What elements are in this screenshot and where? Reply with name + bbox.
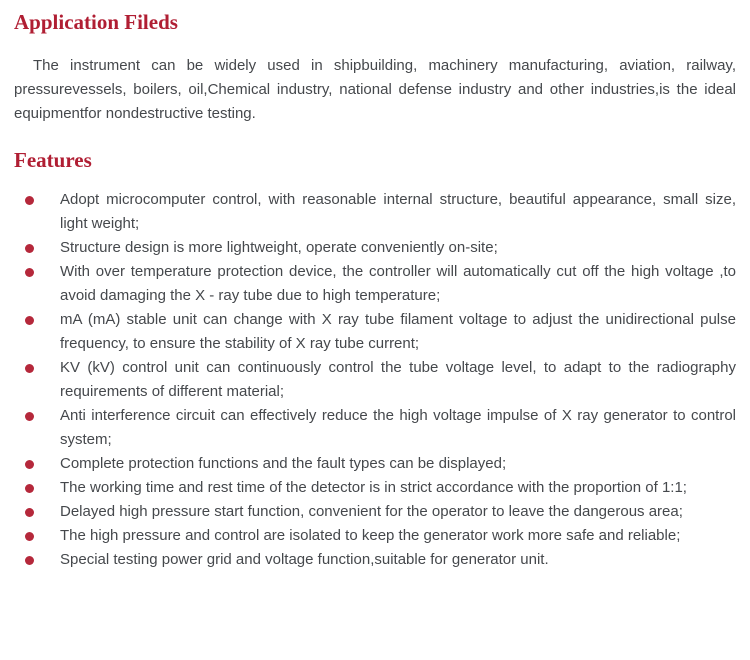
feature-item: [14, 236, 736, 260]
features-heading: Features: [14, 148, 92, 172]
feature-item: [14, 188, 736, 236]
bullet-icon: [25, 196, 34, 205]
feature-item: [14, 356, 736, 404]
bullet-icon: [25, 244, 34, 253]
feature-item: [14, 524, 736, 548]
feature-item-text: Structure design is more lightweight, operate conveniently on-site;: [60, 239, 498, 256]
bullet-icon: [25, 316, 34, 325]
feature-item: [14, 500, 736, 524]
feature-item-text: Delayed high pressure start function, convenient for the operator to leave the dangerous area;: [60, 503, 683, 520]
feature-item-text: Anti interference circuit can effectively reduce the high voltage impulse of X ray generator to control system;: [60, 407, 736, 448]
feature-item: [14, 260, 736, 308]
feature-item-text: The working time and rest time of the detector is in strict accordance with the proportion of 1:1;: [60, 479, 687, 496]
feature-item-text: Special testing power grid and voltage function,suitable for generator unit.: [60, 551, 549, 568]
application-fields-heading: Application Fileds: [14, 10, 178, 34]
application-fields-paragraph: The instrument can be widely used in shipbuilding, machinery manufacturing, aviation, railway, pressurevessels, boilers, oil,Chemical industry, national defense industry and other industries,is the ideal equipmentfor nondestructive testing.: [14, 57, 736, 122]
feature-item: [14, 548, 736, 572]
feature-item: [14, 452, 736, 476]
bullet-icon: [25, 364, 34, 373]
bullet-icon: [25, 268, 34, 277]
bullet-icon: [25, 484, 34, 493]
feature-item-text: Complete protection functions and the fault types can be displayed;: [60, 455, 507, 472]
bullet-icon: [25, 532, 34, 541]
feature-item-text: Adopt microcomputer control, with reasonable internal structure, beautiful appearance, small size, light weight;: [60, 191, 736, 232]
bullet-icon: [25, 460, 34, 469]
feature-item-text: The high pressure and control are isolated to keep the generator work more safe and reliable;: [60, 527, 681, 544]
feature-item: [14, 404, 736, 452]
bullet-icon: [25, 556, 34, 565]
feature-item: [14, 308, 736, 356]
feature-item-text: KV (kV) control unit can continuously control the tube voltage level, to adapt to the radiography requirements of different material;: [60, 359, 736, 400]
bullet-icon: [25, 508, 34, 517]
bullet-icon: [25, 412, 34, 421]
feature-list: [14, 188, 736, 572]
feature-item-text: With over temperature protection device, the controller will automatically cut off the high voltage ,to avoid damaging the X - ray tube due to high temperature;: [60, 263, 736, 304]
feature-item-text: mA (mA) stable unit can change with X ray tube filament voltage to adjust the unidirectional pulse frequency, to ensure the stability of X ray tube current;: [60, 311, 736, 352]
feature-item: [14, 476, 736, 500]
